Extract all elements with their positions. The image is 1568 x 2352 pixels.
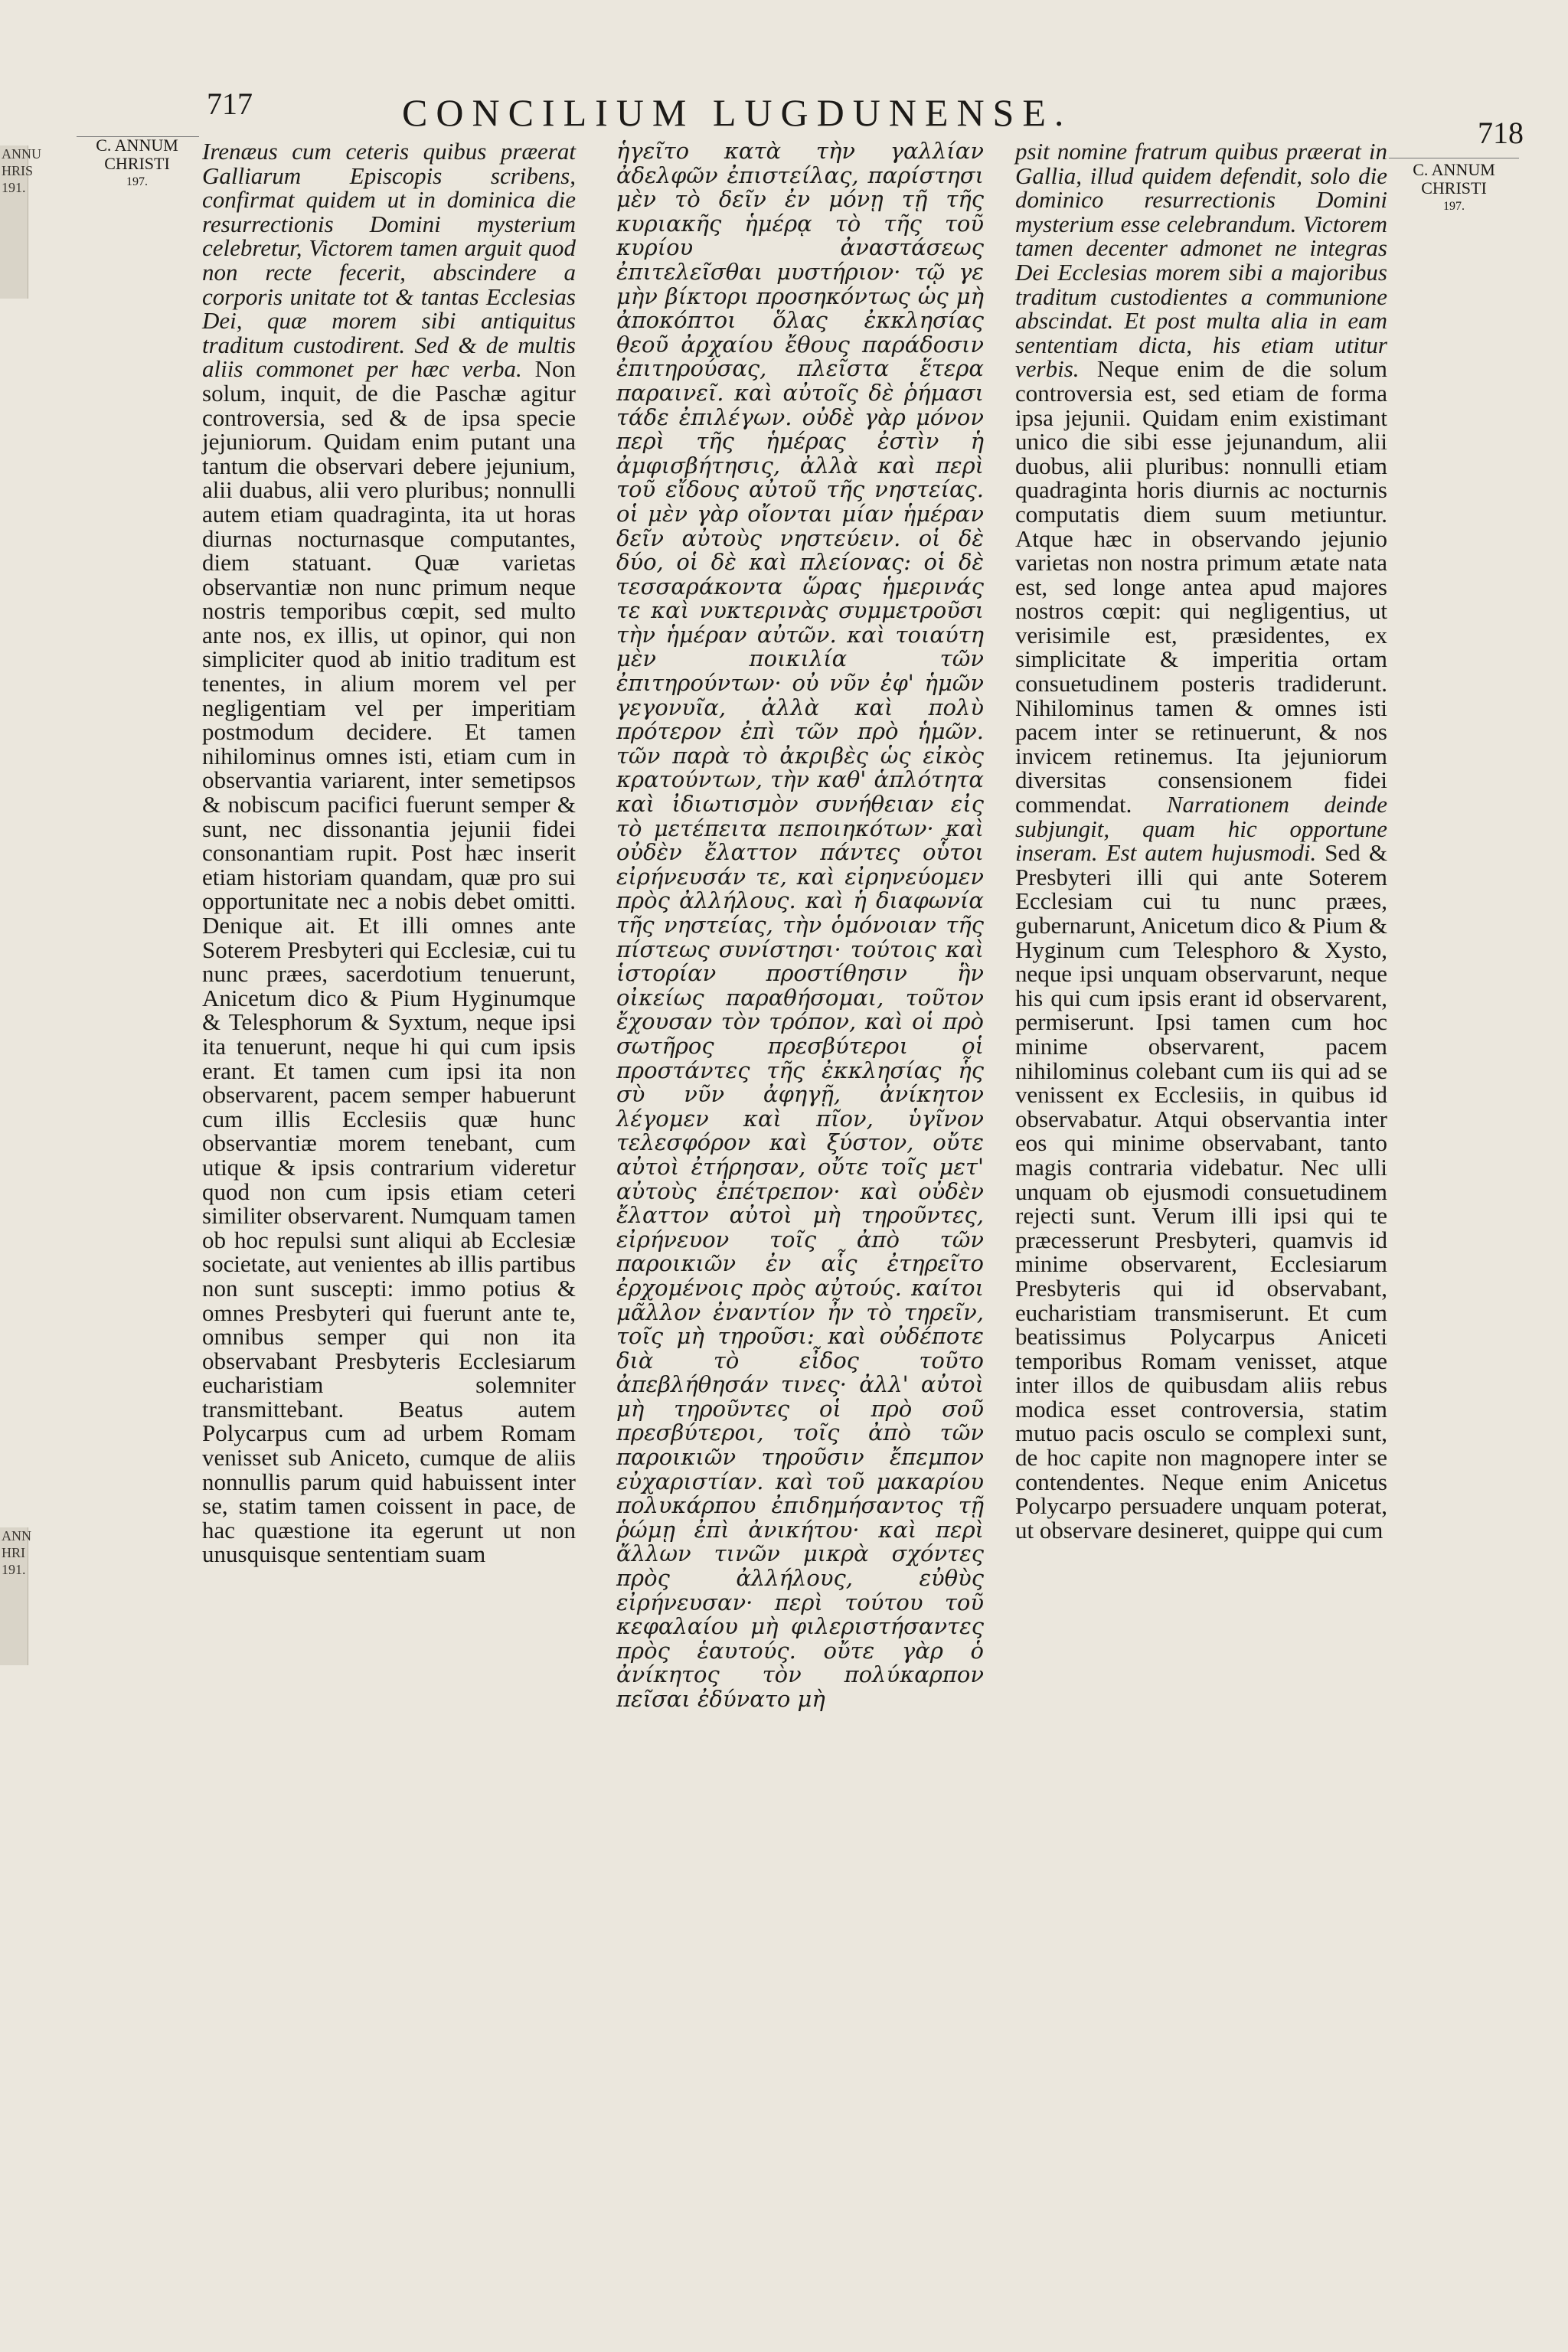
right-body-text-2: Sed & Presbyteri illi qui ante Soterem Ecclesiam cui tu nunc præes, gubernarunt, Anicetum dico & Pium & Hyginum cum Telesphoro & Xysto, neque ipsi unquam observarunt, neque his qui cum ipsis erant id observarent, permiserunt. Ipsi tamen cum hoc minime observarent, pacem nihilominus colebant cum iis qui ad se venissent ex Ecclesiis, in quibus id observabatur. Atqui observantia inter eos qui minime observabant, tanto magis contraria videbatur. Nec ulli unquam ob ejusmodi consuetudinem rejecti sunt. Verum illi ipsi qui te præcesserunt Presbyteri, quamvis id minime observarent, Ecclesiarum Presbyteris qui id observabant, eucharistiam transmiserunt. Et cum beatissimus Polycarpus Aniceti temporibus Romam venisset, atque inter illos de quibusdam aliis rebus modica esset controversia, statim mutuo pacis osculo se complexi sunt, de hoc capite non magnopere inter se contendentes. Neque enim Anicetus Polycarpo persuadere unquam poterat, ut observare desineret, quippe qui cum bbox=[1015, 839, 1387, 1544]
left-summary-italic: Irenæus cum ceteris quibus præerat Galliarum Episcopis scribens, confirmat quidem ut in dominica die resurrectionis Domini mysterium celebretur, Victorem tamen arguit quod non recte fecerit, abscindere a corporis unitate tot & tantas Ecclesias Dei, quæ morem sibi antiquitus traditum custodirent. Sed & de multis aliis commonet per hæc verba. bbox=[202, 138, 576, 383]
latin-column-right bbox=[1015, 139, 1387, 1542]
running-header bbox=[207, 86, 1524, 150]
margin-note-left-year: 197. bbox=[126, 175, 148, 188]
greek-body-text: ἡγεῖτο κατὰ τὴν γαλλίαν ἀδελφῶν ἐπιστείλας, παρίστησι μὲν τὸ δεῖν ἐν μόνῃ τῇ τῆς κυριακῆς ἡμέρᾳ τὸ τῆς τοῦ κυρίου ἀναστάσεως ἐπιτελεῖσθαι μυστήριον· τῷ γε μὴν βίκτορι προσηκόντως ὡς μὴ ἀποκόπτοι ὅλας ἐκκλησίας θεοῦ ἀρχαίου ἔθους παράδοσιν ἐπιτηρούσας, πλεῖστα ἕτερα παραινεῖ. καὶ αὐτοῖς δὲ ῥήμασι τάδε ἐπιλέγων. οὐδὲ γὰρ μόνον περὶ τῆς ἡμέρας ἐστὶν ἡ ἀμφισβήτησις, ἀλλὰ καὶ περὶ τοῦ εἴδους αὐτοῦ τῆς νηστείας. οἱ μὲν γὰρ οἴονται μίαν ἡμέραν δεῖν αὐτοὺς νηστεύειν. οἱ δὲ δύο, οἱ δὲ καὶ πλείονας: οἱ δὲ τεσσαράκοντα ὥρας ἡμερινάς τε καὶ νυκτερινὰς συμμετροῦσι τὴν ἡμέραν αὐτῶν. καὶ τοιαύτη μὲν ποικιλία τῶν ἐπιτηρούντων· οὐ νῦν ἐφ' ἡμῶν γεγονυῖα, ἀλλὰ καὶ πολὺ πρότερον ἐπὶ τῶν πρὸ ἡμῶν. τῶν παρὰ τὸ ἀκριβὲς ὡς εἰκὸς κρατούντων, τὴν καθ' ἁπλότητα καὶ ἰδιωτισμὸν συνήθειαν εἰς τὸ μετέπειτα πεποιηκότων· καὶ οὐδὲν ἔλαττον πάντες οὗτοι εἰρήνευσάν τε, καὶ εἰρηνεύομεν πρὸς ἀλλήλους. καὶ ἡ διαφωνία τῆς νηστείας, τὴν ὁμόνοιαν τῆς πίστεως συνίστησι· τούτοις καὶ ἱστορίαν προστίθησιν ἣν οἰκείως παραθήσομαι, τοῦτον ἔχουσαν τὸν τρόπον, καὶ οἱ πρὸ σωτῆρος πρεσβύτεροι οἱ προστάντες τῆς ἐκκλησίας ἧς σὺ νῦν ἀφηγῇ, ἀνίκητον λέγομεν καὶ πῖον, ὑγῖνον τελεσφόρον καὶ ξύστον, οὔτε αὐτοὶ ἐτήρησαν, οὔτε τοῖς μετ' αὐτοὺς ἐπέτρεπον· καὶ οὐδὲν ἔλαττον αὐτοὶ μὴ τηροῦντες, εἰρήνευον τοῖς ἀπὸ τῶν παροικιῶν ἐν αἷς ἐτηρεῖτο ἐρχομένοις πρὸς αὐτούς. καίτοι μᾶλλον ἐναντίον ἦν τὸ τηρεῖν, τοῖς μὴ τηροῦσι: καὶ οὐδέποτε διὰ τὸ εἶδος τοῦτο ἀπεβλήθησάν τινες· ἀλλ' αὐτοὶ μὴ τηροῦντες οἱ πρὸ σοῦ πρεσβύτεροι, τοῖς ἀπὸ τῶν παροικιῶν τηροῦσιν ἔπεμπον εὐχαριστίαν. καὶ τοῦ μακαρίου πολυκάρπου ἐπιδημήσαντος τῇ ῥώμῃ ἐπὶ ἀνικήτου· καὶ περὶ ἄλλων τινῶν μικρὰ σχόντες πρὸς ἀλλήλους, εὐθὺς εἰρήνευσαν· περὶ τούτου τοῦ κεφαλαίου μὴ φιλεριστήσαντες πρὸς ἑαυτούς. οὔτε γὰρ ὁ ἀνίκητος τὸν πολύκαρπον πεῖσαι ἐδύνατο μὴ bbox=[616, 138, 984, 1712]
margin-note-left bbox=[77, 136, 198, 191]
margin-note-left-line2: CHRISTI bbox=[104, 154, 170, 173]
margin-note-left-line1: C. ANNUM bbox=[96, 136, 178, 155]
right-summary-italic: psit nomine fratrum quibus præerat in Gallia, illud quidem defendit, solo die dominico resurrectionis Domini mysterium esse celebrandum. Victorem tamen decenter admonet ne integras Dei Ecclesias morem sibi a majoribus traditum custodientes a communione abscindat. Et post multa alia in eam sententiam dicta, his etiam utitur verbis. bbox=[1015, 138, 1387, 383]
right-summary-italic-2: Narrationem deinde subjungit, quam hic opportune inseram. Est autem hujusmodi. bbox=[1015, 791, 1387, 867]
adjacent-page-edge-bottom bbox=[0, 1527, 31, 1665]
greek-column bbox=[616, 139, 984, 1712]
margin-note-right-year: 197. bbox=[1443, 200, 1465, 213]
adjacent-page-edge-top bbox=[0, 145, 41, 299]
adjacent-margin-note-bottom: ANN HRI 191. bbox=[2, 1528, 31, 1577]
adjacent-margin-note-top: ANNU HRIS 191. bbox=[2, 146, 41, 195]
running-title: CONCILIUM LUGDUNENSE. bbox=[402, 91, 1073, 134]
margin-note-right bbox=[1389, 161, 1519, 216]
latin-column-left bbox=[202, 139, 576, 1566]
right-body-text: Neque enim de die solum controversia est, sed etiam de forma ipsa jejunii. Quidam enim existimant unico die sibi esse jejunandum, alii duobus, alii pluribus: nonnulli etiam quadraginta horis diurnis ac nocturnis computatis diem suum metiuntur. Atque hæc in observando jejunio varietas non nostra primum ætate nata est, sed longe antea apud majores nostros cœpit: qui negligentius, ut verisimile est, præsidentes, ex simplicitate & imperitia ortam consuetudinem posteris tradiderunt. Nihilominus tamen & omnes isti pacem inter se retinuerunt, & nos invicem retinemus. Ita jejuniorum diversitas consensionem fidei commendat. bbox=[1015, 355, 1388, 818]
page-number-left: 717 bbox=[207, 87, 253, 121]
left-body-text: Non solum, inquit, de die Paschæ agitur controversia, sed & de ipsa specie jejuniorum. Quidam enim putant una tantum die observari debere jejunium, alii duabus, alii vero pluribus; nonnulli autem etiam quadraginta, ita ut horas diurnas nocturnasque computantes, diem statuant. Quæ varietas observantiæ non nunc primum neque nostris temporibus cœpit, sed multo ante nos, ex illis, ut opinor, qui non simpliciter quod ab initio traditum est tenentes, in alium morem vel per negligentiam vel per imperitiam postmodum decidere. Et tamen nihilominus omnes isti, etiam cum in observantia variarent, inter semetipsos & nobiscum pacifici fuerunt semper & sunt, nec dissonantia jejunii fidei consonantiam rupit. Post hæc inserit etiam historiam quandam, quæ pro sui opportunitate nec a nobis debet omitti. Denique ait. Et illi omnes ante Soterem Presbyteri qui Ecclesiæ, cui tu nunc præes, sacerdotium tenuerunt, Anicetum dico & Pium Hyginumque & Telesphorum & Syxtum, neque ipsi ita tenuerunt, neque hi qui cum ipsis erant. Et tamen cum ipsi ita non observarent, pacem semper habuerunt cum illis Ecclesiis quæ hunc observantiæ morem tenebant, cum utique & ipsis contrarium videretur quod non cum ipsis etiam ceteri similiter observarent. Numquam tamen ob hoc repulsi sunt aliqui ab Ecclesiæ societate, aut venientes ab illis partibus non sunt suscepti: immo potius & omnes Presbyteri qui fuerunt ante te, omnibus semper qui non ita observabant Presbyteris Ecclesiarum eucharistiam solemniter transmittebant. Beatus autem Polycarpus cum ad urbem Romam venisset sub Aniceto, cumque de aliis nonnullis parum quid habuissent inter se, statim tamen coissent in pace, de hac quæstione ita egerunt ut non unusquisque sententiam suam bbox=[202, 355, 576, 1568]
margin-note-right-line1: C. ANNUM bbox=[1413, 160, 1495, 179]
page-number-right: 718 bbox=[1478, 116, 1524, 150]
margin-note-right-line2: CHRISTI bbox=[1421, 178, 1487, 198]
